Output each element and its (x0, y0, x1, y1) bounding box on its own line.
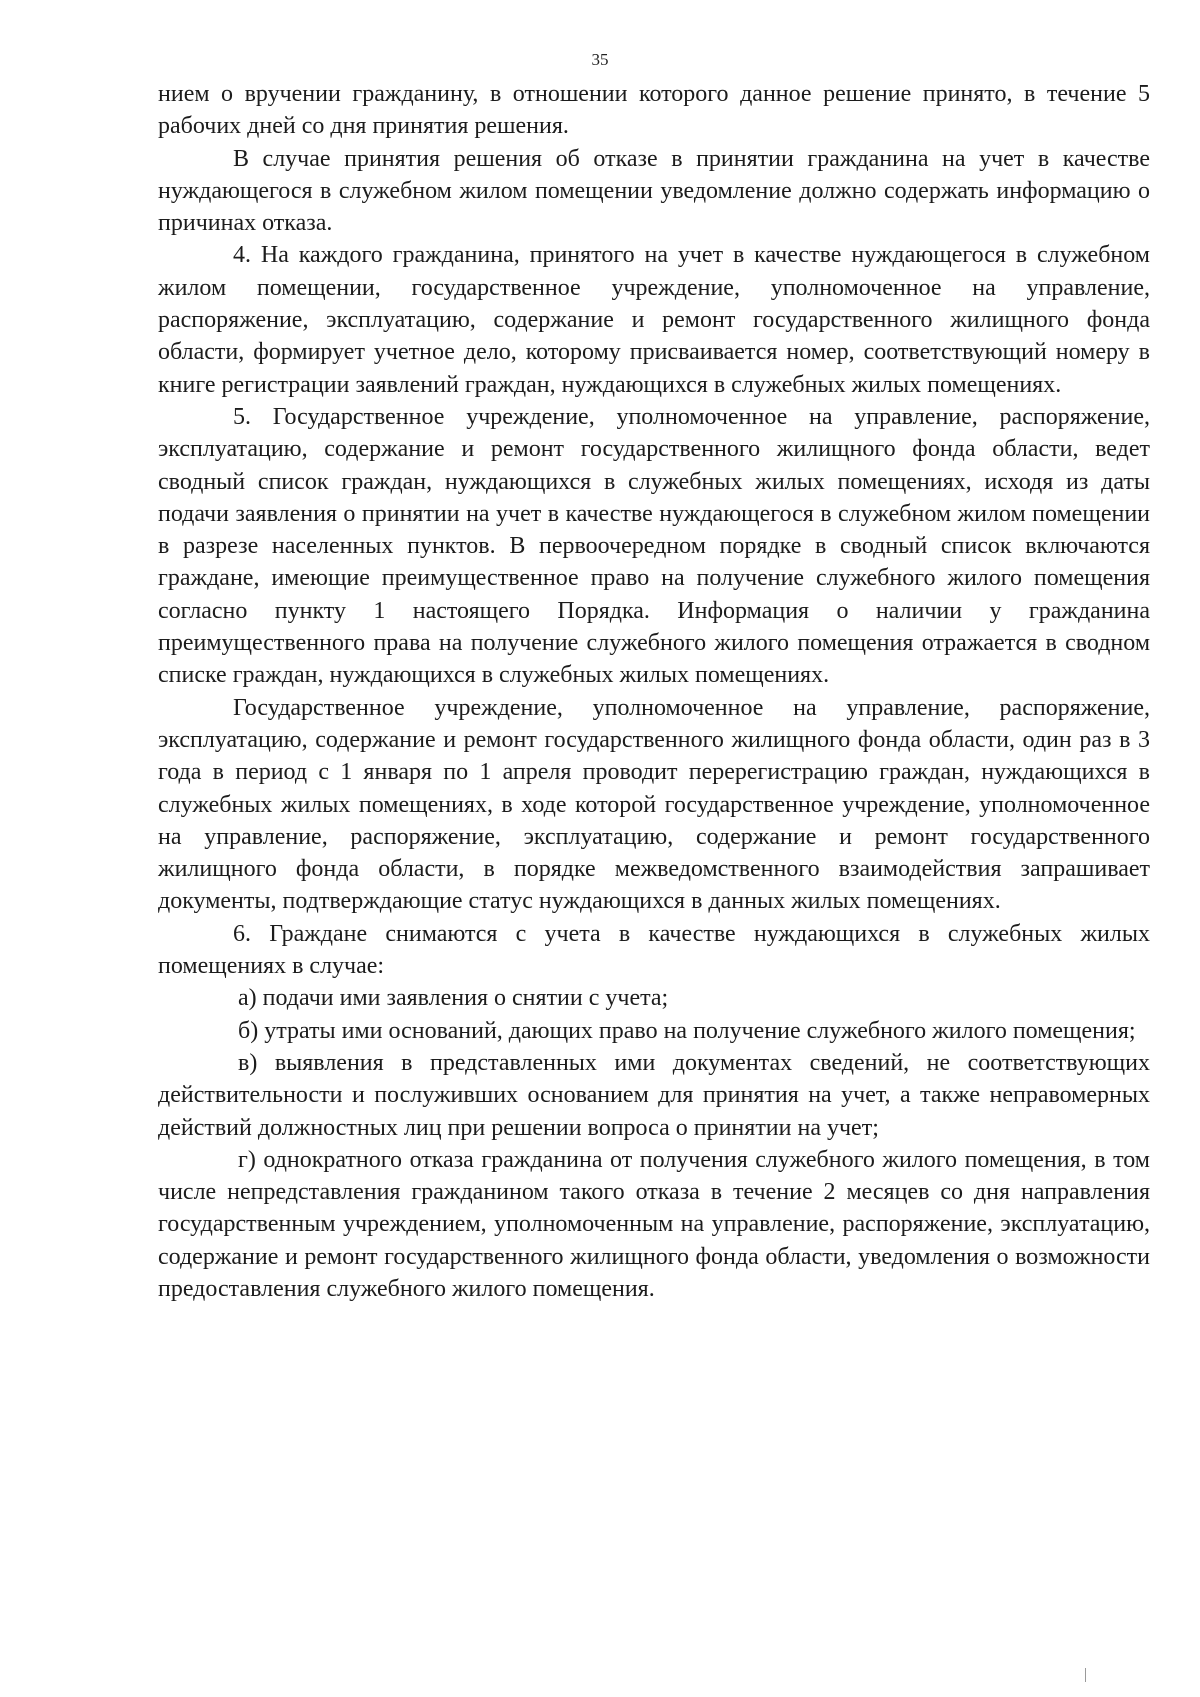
paragraph-item-6: 6. Граждане снимаются с учета в качестве нуждающихся в служебных жилых помещениях в случае: (158, 920, 1150, 980)
document-body (158, 78, 1150, 1305)
page-number: 35 (591, 50, 609, 69)
paragraph-refusal-notice: В случае принятия решения об отказе в принятии гражданина на учет в качестве нуждающегося в служебном жилом помещении уведомление должно содержать информацию о причинах отказа. (158, 145, 1150, 237)
subitem-b: б) утраты ими оснований, дающих право на получение служебного жилого помещения; (238, 1017, 1136, 1044)
subitem-a: а) подачи ими заявления о снятии с учета; (238, 985, 669, 1012)
paragraph-item-4: 4. На каждого гражданина, принятого на учет в качестве нуждающегося в служебном жилом помещении, государственное учреждение, уполномоченное на управление, распоряжение, эксплуатацию, содержание и ремонт государственного жилищного фонда области, формирует учетное дело, которому присваивается номер, соответствующий номеру в книге регистрации заявлений граждан, нуждающихся в служебных жилых помещениях. (158, 242, 1150, 398)
scan-edge-mark (1085, 1668, 1086, 1682)
subitem-g: г) однократного отказа гражданина от получения служебного жилого помещения, в том числе непредставления гражданином такого отказа в течение 2 месяцев со дня направления государственным учреждением, уполномоченным на управление, распоряжение, эксплуатацию, содержание и ремонт государственного жилищного фонда области, уведомления о возможности предоставления служебного жилого помещения. (158, 1146, 1150, 1302)
paragraph-reregistration: Государственное учреждение, уполномоченное на управление, распоряжение, эксплуатацию, содержание и ремонт государственного жилищного фонда области, один раз в 3 года в период с 1 января по 1 апреля проводит перерегистрацию граждан, нуждающихся в служебных жилых помещениях, в ходе которой государственное учреждение, уполномоченное на управление, распоряжение, эксплуатацию, содержание и ремонт государственного жилищного фонда области, в порядке межведомственного взаимодействия запрашивает документы, подтверждающие статус нуждающихся в данных жилых помещениях. (158, 694, 1150, 915)
paragraph-item-5: 5. Государственное учреждение, уполномоченное на управление, распоряжение, эксплуатацию, содержание и ремонт государственного жилищного фонда области, ведет сводный список граждан, нуждающихся в служебных жилых помещениях, исходя из даты подачи заявления о принятии на учет в качестве нуждающегося в служебном жилом помещении в разрезе населенных пунктов. В первоочередном порядке в сводный список включаются граждане, имеющие преимущественное право на получение служебного жилого помещения согласно пункту 1 настоящего Порядка. Информация о наличии у гражданина преимущественного права на получение служебного жилого помещения отражается в сводном списке граждан, нуждающихся в служебных жилых помещениях. (158, 403, 1150, 689)
paragraph-continuation: нием о вручении гражданину, в отношении которого данное решение принято, в течение 5 рабочих дней со дня принятия решения. (158, 81, 1150, 140)
subitem-v: в) выявления в представленных ими документах сведений, не соответствующих действительности и послуживших основанием для принятия на учет, а также неправомерных действий должностных лиц при решении вопроса о принятии на учет; (158, 1049, 1150, 1141)
